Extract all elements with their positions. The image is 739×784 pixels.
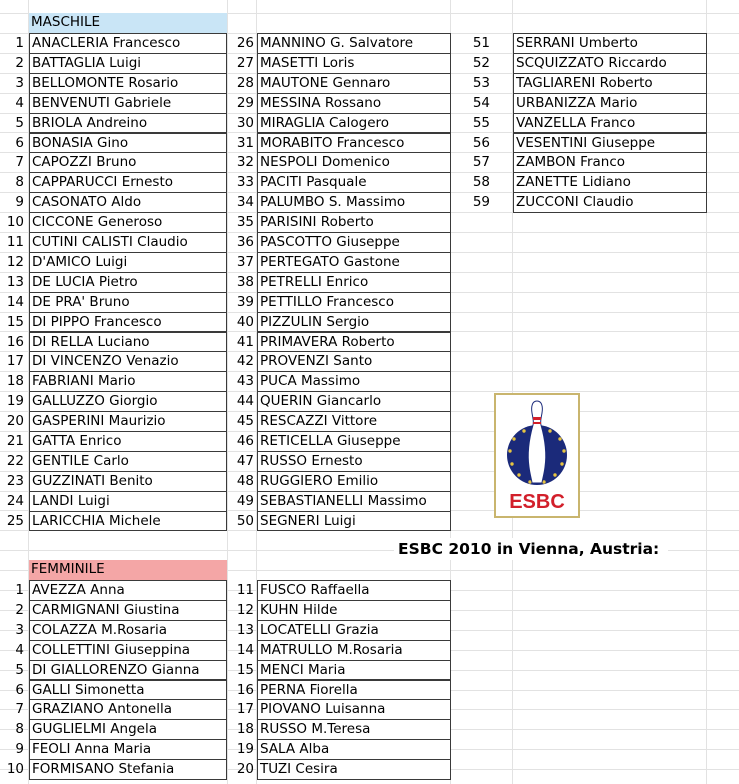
row-number: 11 xyxy=(236,582,254,598)
player-name-cell[interactable]: PASCOTTO Giuseppe xyxy=(257,232,451,253)
player-name-cell[interactable]: DE LUCIA Pietro xyxy=(29,272,227,293)
player-name-cell[interactable]: SALA Alba xyxy=(257,739,451,760)
player-name-cell[interactable]: FORMISANO Stefania xyxy=(29,759,227,780)
row-number: 29 xyxy=(236,94,254,111)
player-name-cell[interactable]: LOCATELLI Grazia xyxy=(257,620,451,641)
row-number: 2 xyxy=(15,601,24,618)
row-number: 18 xyxy=(6,373,24,390)
row-number: 2 xyxy=(15,54,24,71)
player-name-cell[interactable]: NESPOLI Domenico xyxy=(257,152,451,173)
player-name-cell[interactable]: MASETTI Loris xyxy=(257,53,451,74)
row-number: 15 xyxy=(236,661,254,678)
row-number: 6 xyxy=(15,134,24,151)
player-name-cell[interactable]: LARICCHIA Michele xyxy=(29,511,227,532)
player-name-cell[interactable]: PERNA Fiorella xyxy=(257,680,451,701)
row-number: 58 xyxy=(472,174,490,191)
player-name-cell[interactable]: ZAMBON Franco xyxy=(513,152,707,173)
row-number: 6 xyxy=(15,681,24,698)
player-name-cell[interactable]: D'AMICO Luigi xyxy=(29,252,227,273)
row-number: 42 xyxy=(236,353,254,370)
player-name-cell[interactable]: SCQUIZZATO Riccardo xyxy=(513,53,707,74)
row-number: 25 xyxy=(6,512,24,529)
player-name-cell[interactable]: DE PRA' Bruno xyxy=(29,292,227,313)
row-number: 51 xyxy=(472,35,490,51)
row-number: 27 xyxy=(236,54,254,71)
row-number: 37 xyxy=(236,253,254,270)
row-number: 45 xyxy=(236,413,254,430)
player-name-cell[interactable]: DI PIPPO Francesco xyxy=(29,312,227,333)
player-name-cell[interactable]: CARMIGNANI Giustina xyxy=(29,600,227,621)
row-number: 41 xyxy=(236,333,254,350)
row-number: 52 xyxy=(472,54,490,71)
player-name-cell[interactable]: RUGGIERO Emilio xyxy=(257,471,451,492)
row-number: 1 xyxy=(15,35,24,51)
row-number: 20 xyxy=(236,761,254,778)
row-number: 50 xyxy=(236,512,254,529)
player-name-cell[interactable]: BRIOLA Andreino xyxy=(29,113,227,134)
player-name-cell[interactable]: PIZZULIN Sergio xyxy=(257,312,451,333)
player-name-cell[interactable]: GALLI Simonetta xyxy=(29,680,227,701)
player-name-cell[interactable]: GUZZINATI Benito xyxy=(29,471,227,492)
player-name-cell[interactable]: BONASIA Gino xyxy=(29,133,227,154)
player-name-cell[interactable]: CAPPARUCCI Ernesto xyxy=(29,172,227,193)
row-number: 16 xyxy=(6,333,24,350)
row-number: 9 xyxy=(15,741,24,758)
row-number: 7 xyxy=(15,154,24,171)
row-number: 47 xyxy=(236,452,254,469)
player-name-cell[interactable]: BELLOMONTE Rosario xyxy=(29,73,227,94)
row-number: 5 xyxy=(15,661,24,678)
row-number: 20 xyxy=(6,413,24,430)
row-number: 9 xyxy=(15,194,24,211)
row-number: 19 xyxy=(6,393,24,410)
player-name-cell[interactable]: KUHN Hilde xyxy=(257,600,451,621)
row-number: 26 xyxy=(236,35,254,51)
player-name-cell[interactable]: GATTA Enrico xyxy=(29,431,227,452)
player-name-cell[interactable]: ANACLERIA Francesco xyxy=(29,33,227,54)
player-name-cell[interactable]: SEBASTIANELLI Massimo xyxy=(257,491,451,512)
row-number: 14 xyxy=(236,641,254,658)
row-number: 12 xyxy=(236,601,254,618)
row-number: 10 xyxy=(6,214,24,231)
row-number: 53 xyxy=(472,74,490,91)
row-number: 59 xyxy=(472,194,490,211)
row-number: 55 xyxy=(472,114,490,131)
row-number: 21 xyxy=(6,433,24,449)
row-number: 36 xyxy=(236,234,254,250)
player-name-cell[interactable]: DI GIALLORENZO Gianna xyxy=(29,660,227,681)
row-number: 24 xyxy=(6,492,24,509)
player-name-cell[interactable]: FEOLI Anna Maria xyxy=(29,739,227,760)
maschile-header[interactable]: MASCHILE xyxy=(29,13,227,33)
player-name-cell[interactable]: MATRULLO M.Rosaria xyxy=(257,640,451,661)
row-number: 33 xyxy=(236,174,254,191)
row-number: 35 xyxy=(236,214,254,231)
player-name-cell[interactable]: GASPERINI Maurizio xyxy=(29,411,227,432)
player-name-cell[interactable]: VANZELLA Franco xyxy=(513,113,707,134)
player-name-cell[interactable]: PUCA Massimo xyxy=(257,371,451,392)
row-number: 10 xyxy=(6,761,24,778)
player-name-cell[interactable]: GALLUZZO Giorgio xyxy=(29,391,227,412)
player-name-cell[interactable]: COLAZZA M.Rosaria xyxy=(29,620,227,641)
player-name-cell[interactable]: DI RELLA Luciano xyxy=(29,332,227,353)
player-name-cell[interactable]: PALUMBO S. Massimo xyxy=(257,192,451,213)
player-name-cell[interactable]: MENCI Maria xyxy=(257,660,451,681)
player-name-cell[interactable]: MIRAGLIA Calogero xyxy=(257,113,451,134)
row-number: 13 xyxy=(6,273,24,290)
player-name-cell[interactable]: PARISINI Roberto xyxy=(257,212,451,233)
player-name-cell[interactable]: SERRANI Umberto xyxy=(513,33,707,54)
player-name-cell[interactable]: CAPOZZI Bruno xyxy=(29,152,227,173)
row-number: 14 xyxy=(6,293,24,310)
player-name-cell[interactable]: RUSSO Ernesto xyxy=(257,451,451,472)
player-name-cell[interactable]: LANDI Luigi xyxy=(29,491,227,512)
player-name-cell[interactable]: BATTAGLIA Luigi xyxy=(29,53,227,74)
player-name-cell[interactable]: PIOVANO Luisanna xyxy=(257,699,451,720)
player-name-cell[interactable]: PETTILLO Francesco xyxy=(257,292,451,313)
player-name-cell[interactable]: AVEZZA Anna xyxy=(29,580,227,601)
player-name-cell[interactable]: TAGLIARENI Roberto xyxy=(513,73,707,94)
player-name-cell[interactable]: PROVENZI Santo xyxy=(257,351,451,372)
logo-text: ESBC xyxy=(509,491,565,513)
row-number: 4 xyxy=(15,94,24,111)
event-caption: ESBC 2010 in Vienna, Austria: xyxy=(394,538,668,560)
row-number: 34 xyxy=(236,194,254,211)
player-name-cell[interactable]: PETRELLI Enrico xyxy=(257,272,451,293)
row-number: 7 xyxy=(15,701,24,718)
player-name-cell[interactable]: MORABITO Francesco xyxy=(257,133,451,154)
row-number: 11 xyxy=(6,234,24,250)
row-number: 49 xyxy=(236,492,254,509)
player-name-cell[interactable]: ZANETTE Lidiano xyxy=(513,172,707,193)
row-number: 3 xyxy=(15,74,24,91)
player-name-cell[interactable]: VESENTINI Giuseppe xyxy=(513,133,707,154)
player-name-cell[interactable]: RUSSO M.Teresa xyxy=(257,719,451,740)
row-number: 23 xyxy=(6,472,24,489)
row-number: 54 xyxy=(472,94,490,111)
row-number: 31 xyxy=(236,134,254,151)
row-number: 13 xyxy=(236,621,254,638)
row-number: 22 xyxy=(6,452,24,469)
player-name-cell[interactable]: URBANIZZA Mario xyxy=(513,93,707,114)
row-number: 44 xyxy=(236,393,254,410)
player-name-cell[interactable]: ZUCCONI Claudio xyxy=(513,192,707,213)
player-name-cell[interactable]: FUSCO Raffaella xyxy=(257,580,451,601)
player-name-cell[interactable]: MANNINO G. Salvatore xyxy=(257,33,451,54)
row-number: 28 xyxy=(236,74,254,91)
row-number: 56 xyxy=(472,134,490,151)
row-number: 48 xyxy=(236,472,254,489)
player-name-cell[interactable]: GRAZIANO Antonella xyxy=(29,699,227,720)
row-number: 57 xyxy=(472,154,490,171)
player-name-cell[interactable]: PRIMAVERA Roberto xyxy=(257,332,451,353)
row-number: 38 xyxy=(236,273,254,290)
row-number: 17 xyxy=(236,701,254,718)
bowling-pin-stars-emblem-icon xyxy=(496,395,578,516)
row-number: 32 xyxy=(236,154,254,171)
row-number: 46 xyxy=(236,433,254,449)
esbc-logo xyxy=(494,393,580,518)
player-name-cell[interactable]: QUERIN Giancarlo xyxy=(257,391,451,412)
row-number: 16 xyxy=(236,681,254,698)
row-number: 39 xyxy=(236,293,254,310)
row-number: 40 xyxy=(236,313,254,330)
player-name-cell[interactable]: DI VINCENZO Venazio xyxy=(29,351,227,372)
row-number: 15 xyxy=(6,313,24,330)
row-number: 12 xyxy=(6,253,24,270)
player-name-cell[interactable]: MAUTONE Gennaro xyxy=(257,73,451,94)
player-name-cell[interactable]: RESCAZZI Vittore xyxy=(257,411,451,432)
row-number: 3 xyxy=(15,621,24,638)
row-number: 19 xyxy=(236,741,254,758)
player-name-cell[interactable]: CICCONE Generoso xyxy=(29,212,227,233)
femminile-header[interactable]: FEMMINILE xyxy=(29,560,227,580)
grid-line xyxy=(227,0,228,784)
row-number: 8 xyxy=(15,721,24,738)
row-number: 8 xyxy=(15,174,24,191)
player-name-cell[interactable]: FABRIANI Mario xyxy=(29,371,227,392)
player-name-cell[interactable]: GUGLIELMI Angela xyxy=(29,719,227,740)
player-name-cell[interactable]: CUTINI CALISTI Claudio xyxy=(29,232,227,253)
player-name-cell[interactable]: PACITI Pasquale xyxy=(257,172,451,193)
row-number: 30 xyxy=(236,114,254,131)
player-name-cell[interactable]: SEGNERI Luigi xyxy=(257,511,451,532)
player-name-cell[interactable]: PERTEGATO Gastone xyxy=(257,252,451,273)
player-name-cell[interactable]: COLLETTINI Giuseppina xyxy=(29,640,227,661)
row-number: 17 xyxy=(6,353,24,370)
row-number: 43 xyxy=(236,373,254,390)
player-name-cell[interactable]: BENVENUTI Gabriele xyxy=(29,93,227,114)
player-name-cell[interactable]: RETICELLA Giuseppe xyxy=(257,431,451,452)
player-name-cell[interactable]: CASONATO Aldo xyxy=(29,192,227,213)
row-number: 18 xyxy=(236,721,254,738)
player-name-cell[interactable]: TUZI Cesira xyxy=(257,759,451,780)
player-name-cell[interactable]: GENTILE Carlo xyxy=(29,451,227,472)
player-name-cell[interactable]: MESSINA Rossano xyxy=(257,93,451,114)
row-number: 5 xyxy=(15,114,24,131)
row-number: 1 xyxy=(15,582,24,598)
row-number: 4 xyxy=(15,641,24,658)
